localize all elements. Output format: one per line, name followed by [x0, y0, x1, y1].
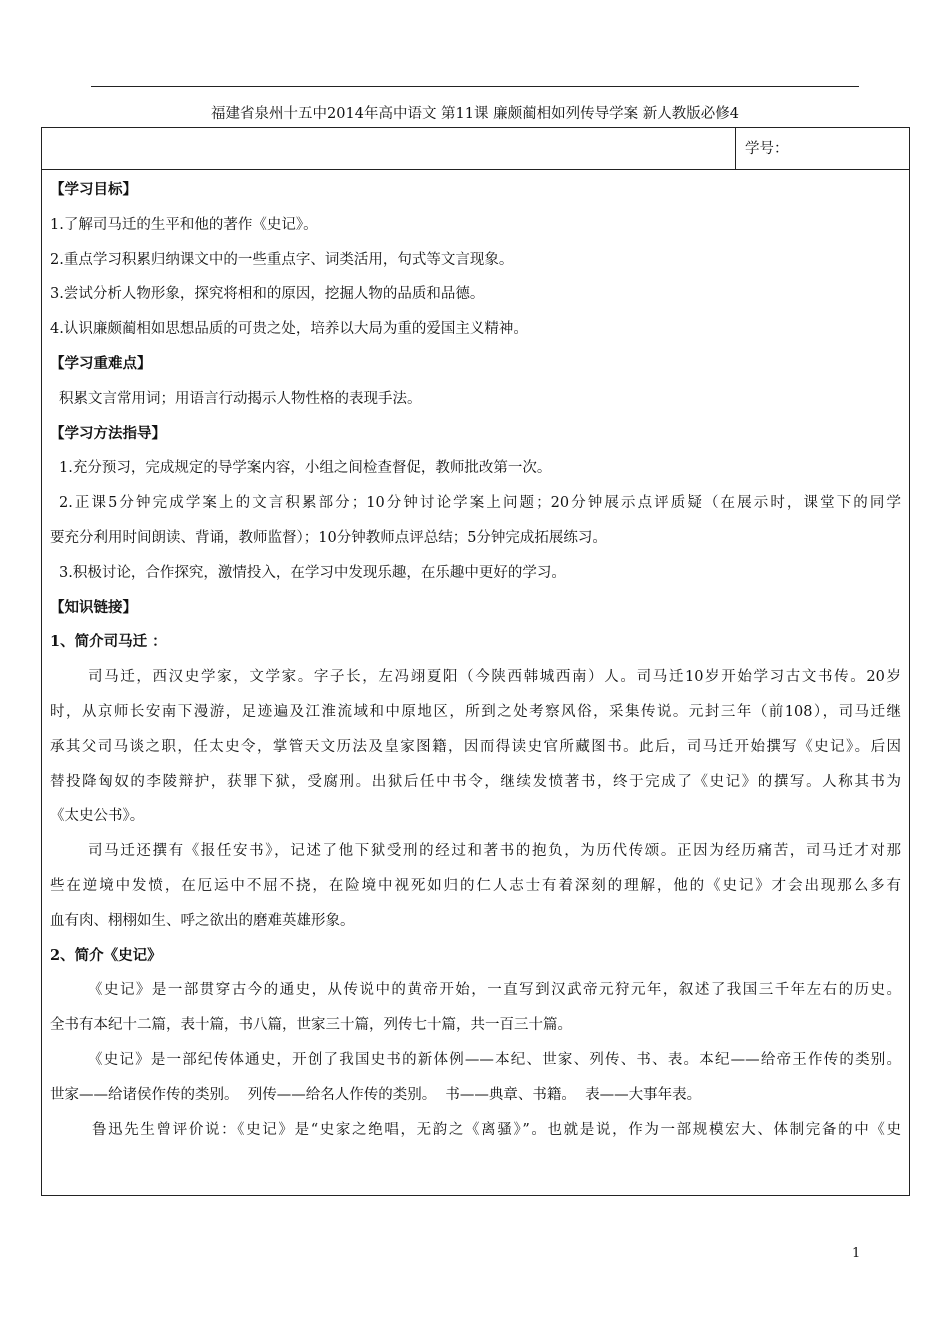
shiji-line: 全书有本纪十二篇，表十篇，书八篇，世家三十篇，列传七十篇，共一百三十篇。 [50, 1017, 572, 1034]
sima-qian-line: 《太史公书》。 [50, 808, 145, 825]
goals-heading: 【学习目标】 [50, 181, 137, 198]
method-line: 要充分利用时间朗读、背诵，教师监督）；10分钟教师点评总结；5分钟完成拓展练习。 [50, 529, 607, 546]
goal-item: 4.认识廉颇蔺相如思想品质的可贵之处，培养以大局为重的爱国主义精神。 [50, 321, 528, 338]
key-points-text: 积累文言常用词；用语言行动揭示人物性格的表现手法。 [59, 390, 422, 407]
page-number: 1 [852, 1246, 861, 1261]
sima-qian-line: 司马迁还撰有《报任安书》，记述了他下狱受刑的经过和著书的抱负，为历代传颂。正因为经历痛苦，司马迁才对那 [88, 843, 901, 860]
worksheet-body [50, 173, 901, 1147]
worksheet-table [41, 127, 910, 1196]
sima-qian-line: 时，从京师长安南下漫游，足迹遍及江淮流域和中原地区，所到之处考察风俗，采集传说。元封三年（前108），司马迁继 [50, 703, 901, 720]
sima-qian-line: 替投降匈奴的李陵辩护，获罪下狱，受腐刑。出狱后任中书令，继续发愤著书，终于完成了《史记》的撰写。人称其书为 [50, 773, 901, 790]
shiji-line: 《史记》是一部贯穿古今的通史，从传说中的黄帝开始，一直写到汉武帝元狩元年，叙述了我国三千年左右的历史。 [88, 982, 901, 999]
method-heading: 【学习方法指导】 [50, 424, 166, 442]
info-row-divider [735, 128, 736, 169]
shiji-line: 鲁迅先生曾评价说：《史记》是“史家之绝唱，无韵之《离骚》”。也就是说，作为一部规模宏大、体制完备的中《史 [92, 1121, 901, 1138]
key-points-heading: 【学习重难点】 [50, 354, 152, 372]
sima-qian-heading: 1、简介司马迁 ： [50, 633, 167, 651]
info-row [42, 128, 909, 170]
method-line: 3.积极讨论，合作探究，激情投入，在学习中发现乐趣，在乐趣中更好的学习。 [59, 564, 566, 581]
method-line: 2.正课5分钟完成学案上的文言积累部分；10分钟讨论学案上问题；20分钟展示点评质疑（在展示时，课堂下的同学 [59, 495, 901, 512]
goal-item: 3.尝试分析人物形象，探究将相和的原因，挖掘人物的品质和品德。 [50, 286, 485, 303]
knowledge-heading: 【知识链接】 [50, 598, 137, 616]
document-title: 福建省泉州十五中2014年高中语文 第11课 廉颇蔺相如列传导学案 新人教版必修4 [211, 106, 739, 122]
shiji-line: 《史记》是一部纪传体通史，开创了我国史书的新体例——本纪、世家、列传、书、表。本纪——给帝王作传的类别。 [88, 1051, 901, 1068]
method-line: 1.充分预习，完成规定的导学案内容，小组之间检查督促，教师批改第一次。 [59, 460, 552, 477]
sima-qian-line: 承其父司马谈之职，任太史令，掌管天文历法及皇家图籍，因而得读史官所藏图书。此后，司马迁开始撰写《史记》。后因 [50, 738, 901, 755]
goal-item: 2.重点学习积累归纳课文中的一些重点字、词类活用，句式等文言现象。 [50, 251, 514, 268]
shiji-heading: 2、简介《史记》 [50, 946, 162, 964]
sima-qian-line: 司马迁，西汉史学家，文学家。字子长，左冯翊夏阳（今陕西韩城西南）人。司马迁10岁开始学习古文书传。20岁 [88, 669, 901, 686]
sima-qian-line: 些在逆境中发愤，在厄运中不屈不挠，在险境中视死如归的仁人志士有着深刻的理解，他的《史记》才会出现那么多有 [50, 877, 901, 894]
sima-qian-line: 血有肉、栩栩如生、呼之欲出的磨难英雄形象。 [50, 912, 355, 929]
goal-item: 1.了解司马迁的生平和他的著作《史记》。 [50, 216, 318, 233]
shiji-line: 世家——给诸侯作传的类别。 列传——给名人作传的类别。 书——典章、书籍。 表——大事年表。 [50, 1086, 702, 1103]
header-rule [91, 86, 859, 87]
student-id-label: 学号： [745, 141, 789, 157]
